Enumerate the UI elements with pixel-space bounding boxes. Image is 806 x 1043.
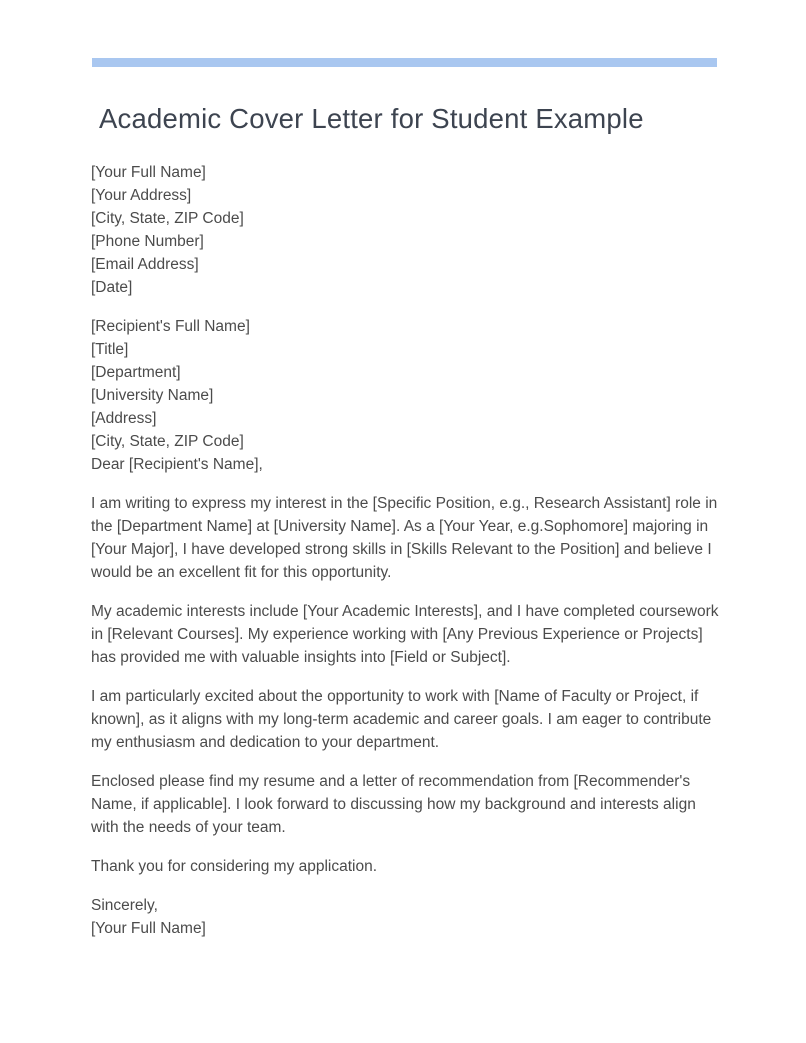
recipient-city-state-zip: [City, State, ZIP Code] [91, 433, 244, 450]
recipient-university: [University Name] [91, 387, 214, 404]
recipient-name: [Recipient's Full Name] [91, 318, 250, 335]
sender-city-state-zip: [City, State, ZIP Code] [91, 210, 244, 227]
sender-email: [Email Address] [91, 256, 199, 273]
recipient-department: [Department] [91, 364, 181, 381]
closing-block [91, 894, 723, 940]
closing-salutation: Sincerely, [91, 897, 158, 914]
letter-body [91, 161, 723, 940]
recipient-address-block [91, 315, 723, 476]
sender-phone: [Phone Number] [91, 233, 204, 250]
paragraph-introduction: I am writing to express my interest in the [Specific Position, e.g., Research Assistant] role in the [Department Name] at [University Name]. As a [Your Year, e.g.Sophomore] majoring in [Your Major], I have developed strong skills in [Skills Relevant to the Position] and believe I would be an excellent fit for this opportunity. [91, 495, 718, 581]
sender-address: [Your Address] [91, 187, 192, 204]
paragraph-academic-interests: My academic interests include [Your Academic Interests], and I have completed coursework in [Relevant Courses]. My experience working with [Any Previous Experience or Projects] has provided me with valuable insights into [Field or Subject]. [91, 603, 719, 666]
sender-address-block [91, 161, 723, 299]
accent-bar [92, 58, 717, 67]
signature-name: [Your Full Name] [91, 920, 206, 937]
letter-date: [Date] [91, 279, 133, 296]
recipient-address: [Address] [91, 410, 157, 427]
salutation: Dear [Recipient's Name], [91, 456, 263, 473]
paragraph-enclosures: Enclosed please find my resume and a letter of recommendation from [Recommender's Name, if applicable]. I look forward to discussing how my background and interests align with the needs of your team. [91, 773, 696, 836]
paragraph-motivation: I am particularly excited about the opportunity to work with [Name of Faculty or Project, if known], as it aligns with my long-term academic and career goals. I am eager to contribute my enthusiasm and dedication to your department. [91, 688, 712, 751]
sender-name: [Your Full Name] [91, 164, 206, 181]
recipient-title: [Title] [91, 341, 129, 358]
paragraph-thanks: Thank you for considering my application. [91, 858, 378, 875]
page-title: Academic Cover Letter for Student Example [99, 103, 644, 134]
